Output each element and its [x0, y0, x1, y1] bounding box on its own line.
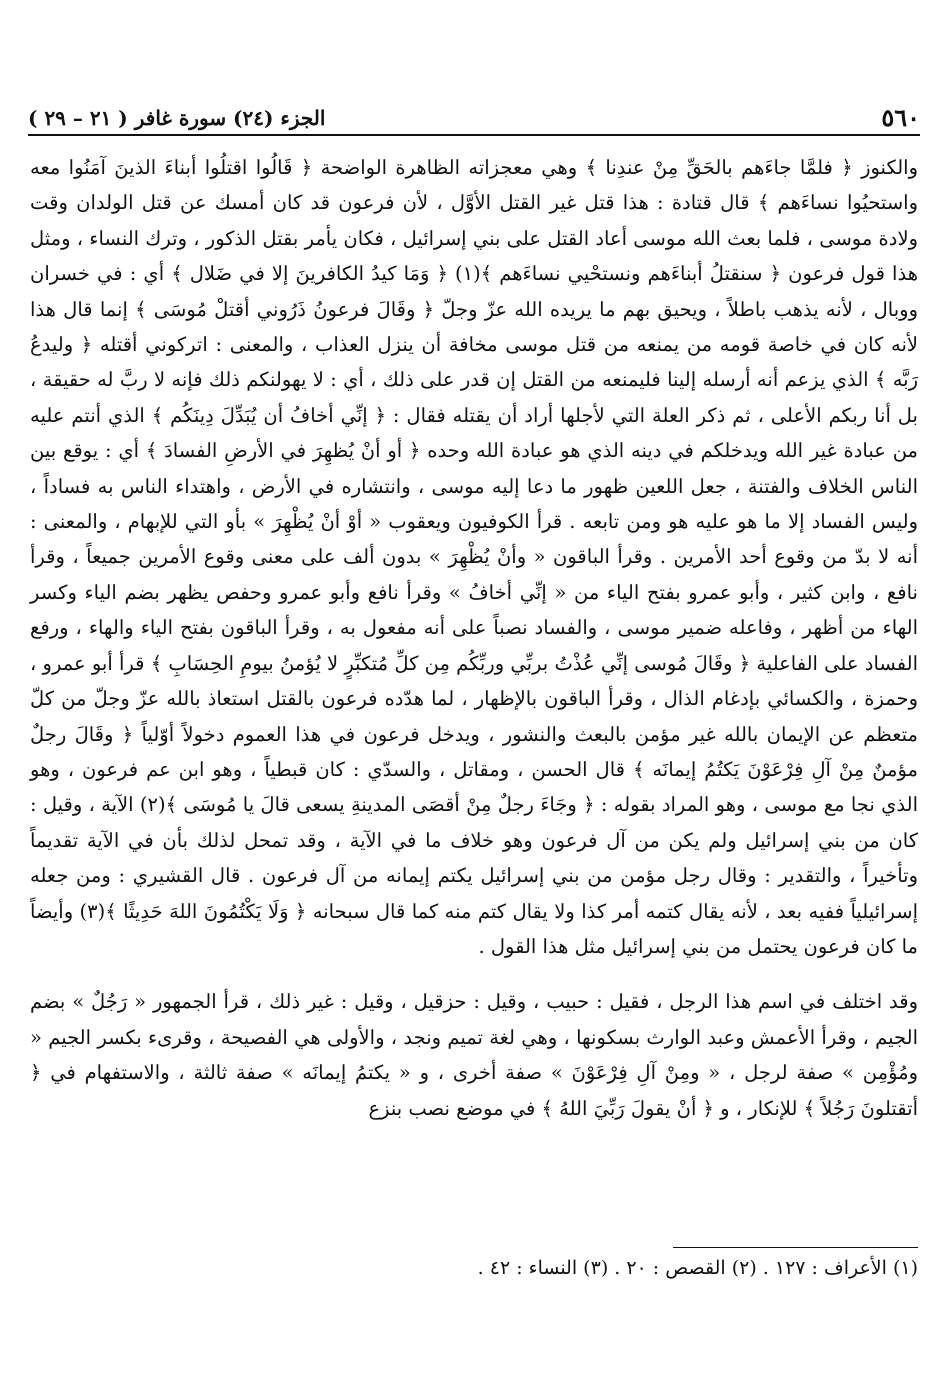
main-text [30, 150, 918, 1126]
paragraph-1: والكنوز ﴿ فلمَّا جاءَهم بالحَقِّ مِنْ عندِنا ﴾ وهي معجزاته الظاهرة الواضحة ﴿ قَالُوا اقتلُوا أبناءَ الذينَ آمَنُوا معه واستحيُوا نساءَهم ﴾ قال قتادة : هذا قتل غير القتل الأوَّل ، لأن فرعون قد كان أمسك عن قتل الولدان وقت ولادة موسى ، فلما بعث الله موسى أعاد القتل على بني إسرائيل ، فكان يأمر بقتل الذكور ، وترك النساء ، ومثل هذا قول فرعون ﴿ سنقتلُ أبناءَهم ونستحْيي نساءَهم ﴾(١) ﴿ وَمَا كيدُ الكافرينَ إلا في ضَلال ﴾ أي : في خسران ووبال ، لأنه يذهب باطلاً ، ويحيق بهم ما يريده الله عزّ وجلّ ﴿ وقَالَ فرعونُ ذَرُوني أقتلْ مُوسَى ﴾ إنما قال هذا لأنه كان في خاصة قومه من يمنعه من قتل موسى مخافة أن ينزل العذاب ، والمعنى : اتركوني أقتله ﴿ وليدعُ رَبَّه ﴾ الذي يزعم أنه أرسله إلينا فليمنعه من القتل إن قدر على ذلك ، أي : لا يهولنكم ذلك فإنه لا ربَّ له حقيقة ، بل أنا ربكم الأعلى ، ثم ذكر العلة التي لأجلها أراد أن يقتله فقال : ﴿ إنِّي أخافُ أن يُبَدِّلَ دِينَكُم ﴾ الذي أنتم عليه من عبادة غير الله ويدخلكم في دينه الذي هو عبادة الله وحده ﴿ أو أنْ يُظهِرَ في الأرضِ الفسادَ ﴾ أي : يوقع بين الناس الخلاف والفتنة ، جعل اللعين ظهور ما دعا إليه موسى ، وانتشاره في الأرض ، واهتداء الناس به فساداً ، وليس الفساد إلا ما هو عليه هو ومن تابعه . قرأ الكوفيون ويعقوب « أوْ أنْ يُظْهِرَ » بأو التي للإبهام ، والمعنى : أنه لا بدّ من وقوع أحد الأمرين . وقرأ الباقون « وأنْ يُظْهِرَ » بدون ألف على معنى وقوع الأمرين جميعاً ، وقرأ نافع ، وابن كثير ، وأبو عمرو بفتح الياء من « إنِّي أخافُ » وقرأ نافع وأبو عمرو وحفص يظهر بضم الياء وكسر الهاء من أظهر ، وفاعله ضمير موسى ، والفساد نصباً على أنه مفعول به ، وقرأ الباقون بفتح الياء والهاء ، ورفع الفساد على الفاعلية ﴿ وقَالَ مُوسى إنِّي عُذْتُ بربِّي وربِّكُم مِن كلِّ مُتكبِّرٍ لا يُؤمنُ بيومِ الحِسَابِ ﴾ قرأ أبو عمرو ، وحمزة ، والكسائي بإدغام الذال ، وقرأ الباقون بالإظهار ، لما هدّده فرعون بالقتل استعاذ بالله عزّ وجلّ من كلّ متعظم عن الإيمان بالله غير مؤمن بالبعث والنشور ، ويدخل فرعون في هذا العموم دخولاً أوّلياً ﴿ وقَالَ رجلٌ مؤمنٌ مِنْ آلِ فِرْعَوْنَ يَكتُمُ إيمانَه ﴾ قال الحسن ، ومقاتل ، والسدّي : كان قبطياً ، وهو ابن عم فرعون ، وهو الذي نجا مع موسى ، وهو المراد بقوله : ﴿ وجَاءَ رجلٌ مِنْ أقصَى المدينةِ يسعى قالَ يا مُوسَى ﴾(٢) الآية ، وقيل : كان من بني إسرائيل ولم يكن من آل فرعون وهو خلاف ما في الآية ، وقد تمحل لذلك بأن في الآية تقديماً وتأخيراً ، والتقدير : وقال رجل مؤمن من بني إسرائيل يكتم إيمانه من آل فرعون . قال القشيري : ومن جعله إسرائيلياً ففيه بعد ، لأنه يقال كتمه أمر كذا ولا يقال كتم منه كما قال سبحانه ﴿ وَلَا يَكْتُمُونَ اللهَ حَدِيثًا ﴾(٣) وأيضاً ما كان فرعون يحتمل من بني إسرائيل مثل هذا القول . [30, 156, 918, 958]
page-header [28, 92, 920, 136]
footnote-divider [673, 1247, 918, 1248]
footnotes: (١) الأعراف : ١٢٧ . (٢) القصص : ٢٠ . (٣) النساء : ٤٢ . [477, 1257, 918, 1279]
header-divider [28, 134, 920, 136]
running-title: الجزء (٢٤) سورة غافر ( ٢١ – ٢٩ ) [28, 106, 326, 130]
paragraph-2: وقد اختلف في اسم هذا الرجل ، فقيل : حبيب ، وقيل : حزقيل ، وقيل : غير ذلك ، قرأ الجمهور « رَجُلٌ » بضم الجيم ، وقرأ الأعمش وعبد الوارث بسكونها ، وهي لغة تميم ونجد ، والأولى هي الفصيحة ، وقرىء بكسر الجيم « ومُؤْمِن » صفة لرجل ، « ومِنْ آلِ فِرْعَوْنَ » صفة أخرى ، و « يكتمُ إيمانَه » صفة ثالثة ، والاستفهام في ﴿ أتقتلونَ رَجُلاً ﴾ للإنكار ، و ﴿ أنْ يقولَ رَبِّيَ اللهُ ﴾ في موضع نصب بنزع [30, 990, 918, 1120]
page-number: ٥٦٠ [881, 103, 920, 132]
